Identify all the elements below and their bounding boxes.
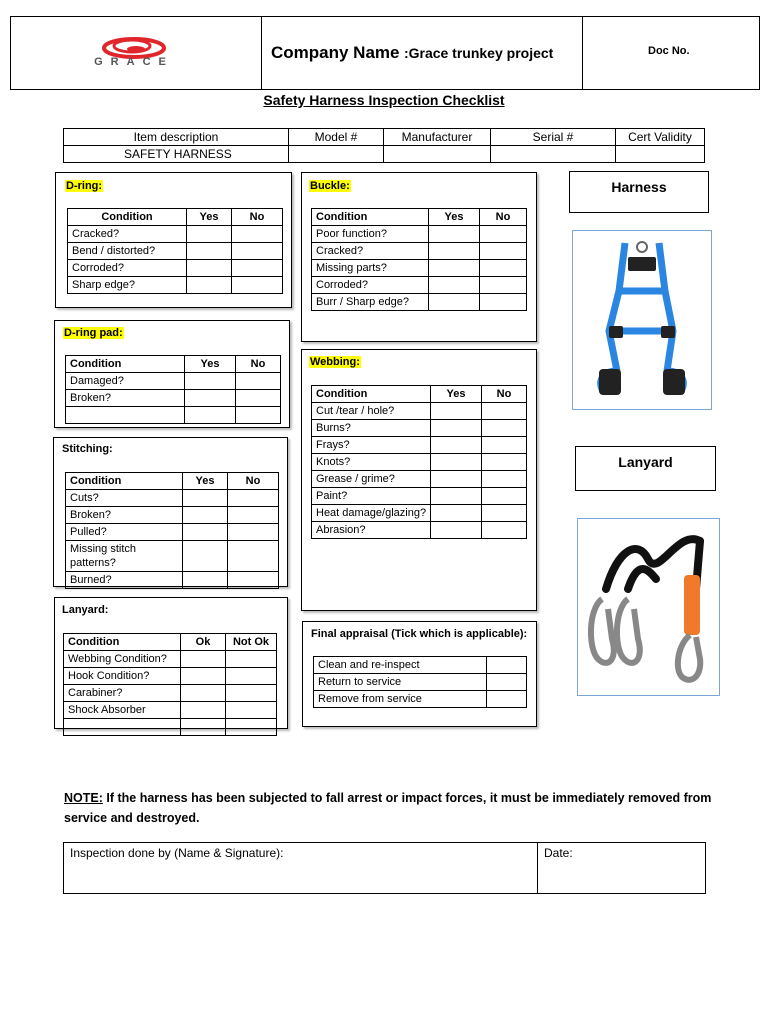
table-row — [66, 572, 279, 589]
yes-checkbox[interactable] — [429, 260, 480, 277]
table-row — [312, 403, 527, 420]
no-header: No — [482, 386, 527, 403]
table-row — [66, 373, 281, 390]
yes-checkbox[interactable] — [431, 420, 482, 437]
table-row — [314, 657, 527, 674]
appraisal-checkbox[interactable] — [487, 657, 527, 674]
table-header-row — [68, 209, 283, 226]
condition-cell: Cut /tear / hole? — [312, 403, 431, 420]
yes-checkbox[interactable] — [183, 490, 228, 507]
no-checkbox[interactable] — [232, 243, 283, 260]
manufacturer-header: Manufacturer — [384, 129, 491, 146]
condition-cell: Damaged? — [66, 373, 185, 390]
date-field[interactable] — [538, 864, 704, 892]
condition-cell: Corroded? — [312, 277, 429, 294]
appraisal-option: Remove from service — [314, 691, 487, 708]
condition-header: Condition — [312, 209, 429, 226]
yes-checkbox[interactable] — [431, 522, 482, 539]
condition-cell: Knots? — [312, 454, 431, 471]
table-header-row — [312, 386, 527, 403]
yes-header: Yes — [429, 209, 480, 226]
no-checkbox[interactable] — [232, 277, 283, 294]
not-ok-header: Not Ok — [226, 634, 277, 651]
buckle-table — [311, 208, 527, 311]
condition-cell: Frays? — [312, 437, 431, 454]
no-checkbox[interactable] — [480, 294, 527, 311]
table-header-row — [66, 473, 279, 490]
no-checkbox[interactable] — [228, 490, 279, 507]
condition-cell: Carabiner? — [64, 685, 181, 702]
table-row — [68, 260, 283, 277]
appraisal-checkbox[interactable] — [487, 691, 527, 708]
note-label: NOTE: — [64, 791, 103, 805]
no-header: No — [480, 209, 527, 226]
condition-header: Condition — [68, 209, 187, 226]
stitching-table — [65, 472, 279, 589]
no-checkbox[interactable] — [480, 277, 527, 294]
lanyard-image — [577, 518, 720, 696]
no-header: No — [228, 473, 279, 490]
doc-no-label: Doc No. — [648, 45, 690, 57]
serial-header: Serial # — [491, 129, 616, 146]
no-checkbox[interactable] — [482, 437, 527, 454]
no-header: No — [236, 356, 281, 373]
yes-checkbox[interactable] — [431, 454, 482, 471]
condition-cell: Cracked? — [68, 226, 187, 243]
condition-cell: Hook Condition? — [64, 668, 181, 685]
table-row — [68, 243, 283, 260]
ok-checkbox[interactable] — [181, 685, 226, 702]
yes-checkbox[interactable] — [183, 572, 228, 589]
ok-checkbox[interactable] — [181, 702, 226, 719]
condition-header: Condition — [312, 386, 431, 403]
table-row — [312, 277, 527, 294]
condition-cell — [64, 719, 181, 736]
condition-cell: Cuts? — [66, 490, 183, 507]
no-checkbox[interactable] — [236, 407, 281, 424]
condition-cell: Burns? — [312, 420, 431, 437]
table-row — [66, 490, 279, 507]
model-header: Model # — [289, 129, 384, 146]
no-checkbox[interactable] — [228, 572, 279, 589]
d-ring-table — [67, 208, 283, 294]
table-row — [312, 522, 527, 539]
yes-checkbox[interactable] — [185, 390, 236, 407]
table-row — [68, 277, 283, 294]
date-label: Date: — [544, 846, 573, 860]
yes-header: Yes — [185, 356, 236, 373]
yes-header: Yes — [183, 473, 228, 490]
table-row — [314, 691, 527, 708]
ok-checkbox[interactable] — [181, 668, 226, 685]
table-row — [312, 294, 527, 311]
condition-cell: Abrasion? — [312, 522, 431, 539]
condition-cell: Poor function? — [312, 226, 429, 243]
table-row — [64, 651, 277, 668]
condition-cell: Broken? — [66, 507, 183, 524]
condition-header: Condition — [66, 473, 183, 490]
yes-checkbox[interactable] — [431, 505, 482, 522]
no-checkbox[interactable] — [482, 471, 527, 488]
page-title: Safety Harness Inspection Checklist — [263, 92, 505, 108]
item-table-row — [64, 146, 705, 163]
condition-cell: Missing stitch patterns? — [66, 541, 183, 572]
table-row — [312, 488, 527, 505]
condition-cell: Webbing Condition? — [64, 651, 181, 668]
serial-cell[interactable] — [491, 146, 616, 163]
condition-header: Condition — [66, 356, 185, 373]
appraisal-checkbox[interactable] — [487, 674, 527, 691]
no-header: No — [232, 209, 283, 226]
table-row — [66, 541, 279, 572]
yes-checkbox[interactable] — [183, 541, 228, 572]
yes-checkbox[interactable] — [187, 260, 232, 277]
not-ok-checkbox[interactable] — [226, 702, 277, 719]
no-checkbox[interactable] — [232, 226, 283, 243]
cert-validity-cell[interactable] — [616, 146, 705, 163]
note-text: If the harness has been subjected to fall arrest or impact forces, it must be immediately removed from service and destroyed. — [64, 791, 712, 825]
table-row — [312, 420, 527, 437]
no-checkbox[interactable] — [236, 373, 281, 390]
yes-header: Yes — [431, 386, 482, 403]
table-row — [312, 260, 527, 277]
condition-header: Condition — [64, 634, 181, 651]
webbing-table — [311, 385, 527, 539]
harness-label: Harness — [611, 179, 667, 195]
yes-checkbox[interactable] — [431, 471, 482, 488]
d-ring-heading: D-ring: — [66, 180, 103, 192]
condition-cell: Shock Absorber — [64, 702, 181, 719]
item-description-header: Item description — [64, 129, 289, 146]
table-row — [312, 243, 527, 260]
table-row — [64, 702, 277, 719]
table-row — [312, 505, 527, 522]
table-row — [312, 454, 527, 471]
condition-cell: Broken? — [66, 390, 185, 407]
not-ok-checkbox[interactable] — [226, 651, 277, 668]
yes-checkbox[interactable] — [429, 226, 480, 243]
no-checkbox[interactable] — [482, 454, 527, 471]
company-logo — [76, 34, 192, 72]
yes-checkbox[interactable] — [431, 488, 482, 505]
no-checkbox[interactable] — [482, 403, 527, 420]
yes-checkbox[interactable] — [183, 524, 228, 541]
yes-checkbox[interactable] — [185, 407, 236, 424]
yes-checkbox[interactable] — [429, 277, 480, 294]
table-row — [314, 674, 527, 691]
no-checkbox[interactable] — [480, 243, 527, 260]
company-name-label: Company Name — [271, 43, 400, 62]
yes-checkbox[interactable] — [187, 226, 232, 243]
table-row — [64, 719, 277, 736]
item-description-cell[interactable]: SAFETY HARNESS — [64, 146, 289, 163]
table-row — [66, 390, 281, 407]
ok-checkbox[interactable] — [181, 719, 226, 736]
final-appraisal-heading: Final appraisal (Tick which is applicable): — [311, 628, 528, 640]
stitching-heading: Stitching: — [62, 443, 113, 455]
table-row — [64, 668, 277, 685]
condition-cell: Missing parts? — [312, 260, 429, 277]
logo-text: GRACE — [94, 56, 174, 68]
condition-cell: Grease / grime? — [312, 471, 431, 488]
inspection-signature-field[interactable] — [64, 864, 536, 892]
lanyard-table — [63, 633, 277, 736]
yes-checkbox[interactable] — [431, 403, 482, 420]
condition-cell: Pulled? — [66, 524, 183, 541]
no-checkbox[interactable] — [480, 260, 527, 277]
table-row — [64, 685, 277, 702]
yes-checkbox[interactable] — [187, 243, 232, 260]
cert-validity-header: Cert Validity — [616, 129, 705, 146]
condition-cell: Corroded? — [68, 260, 187, 277]
table-row — [66, 524, 279, 541]
no-checkbox[interactable] — [482, 505, 527, 522]
condition-cell: Cracked? — [312, 243, 429, 260]
not-ok-checkbox[interactable] — [226, 668, 277, 685]
condition-cell — [66, 407, 185, 424]
not-ok-checkbox[interactable] — [226, 685, 277, 702]
table-row — [312, 226, 527, 243]
webbing-heading: Webbing: — [310, 356, 360, 368]
yes-checkbox[interactable] — [183, 507, 228, 524]
yes-checkbox[interactable] — [187, 277, 232, 294]
yes-checkbox[interactable] — [429, 294, 480, 311]
table-row — [68, 226, 283, 243]
no-checkbox[interactable] — [232, 260, 283, 277]
table-row — [312, 471, 527, 488]
item-table — [63, 128, 705, 163]
item-table-header-row — [64, 129, 705, 146]
d-ring-pad-heading: D-ring pad: — [64, 327, 123, 339]
no-checkbox[interactable] — [228, 524, 279, 541]
no-checkbox[interactable] — [228, 507, 279, 524]
yes-checkbox[interactable] — [431, 437, 482, 454]
condition-cell: Bend / distorted? — [68, 243, 187, 260]
lanyard-heading: Lanyard: — [62, 604, 109, 616]
not-ok-checkbox[interactable] — [226, 719, 277, 736]
d-ring-pad-table — [65, 355, 281, 424]
ok-checkbox[interactable] — [181, 651, 226, 668]
no-checkbox[interactable] — [482, 420, 527, 437]
harness-label-box — [569, 171, 709, 213]
harness-image — [572, 230, 712, 410]
buckle-heading: Buckle: — [310, 180, 350, 192]
company-name-value: :Grace trunkey project — [403, 45, 554, 61]
lanyard-label-box — [575, 446, 716, 491]
condition-cell: Heat damage/glazing? — [312, 505, 431, 522]
lanyard-label: Lanyard — [618, 454, 673, 470]
yes-checkbox[interactable] — [185, 373, 236, 390]
inspection-done-by-label: Inspection done by (Name & Signature): — [70, 846, 284, 860]
manufacturer-cell[interactable] — [384, 146, 491, 163]
note-paragraph — [64, 788, 714, 828]
no-checkbox[interactable] — [482, 522, 527, 539]
condition-cell: Sharp edge? — [68, 277, 187, 294]
condition-cell: Burr / Sharp edge? — [312, 294, 429, 311]
table-header-row — [64, 634, 277, 651]
yes-checkbox[interactable] — [429, 243, 480, 260]
condition-cell: Burned? — [66, 572, 183, 589]
table-row — [66, 507, 279, 524]
appraisal-option: Return to service — [314, 674, 487, 691]
no-checkbox[interactable] — [482, 488, 527, 505]
company-name — [271, 43, 553, 63]
final-appraisal-table — [313, 656, 527, 708]
no-checkbox[interactable] — [228, 541, 279, 572]
condition-cell: Paint? — [312, 488, 431, 505]
appraisal-option: Clean and re-inspect — [314, 657, 487, 674]
table-row — [66, 407, 281, 424]
no-checkbox[interactable] — [480, 226, 527, 243]
table-row — [312, 437, 527, 454]
table-header-row — [312, 209, 527, 226]
ok-header: Ok — [181, 634, 226, 651]
header-divider-1 — [261, 16, 262, 90]
header-divider-2 — [582, 16, 583, 90]
yes-header: Yes — [187, 209, 232, 226]
table-header-row — [66, 356, 281, 373]
no-checkbox[interactable] — [236, 390, 281, 407]
model-cell[interactable] — [289, 146, 384, 163]
